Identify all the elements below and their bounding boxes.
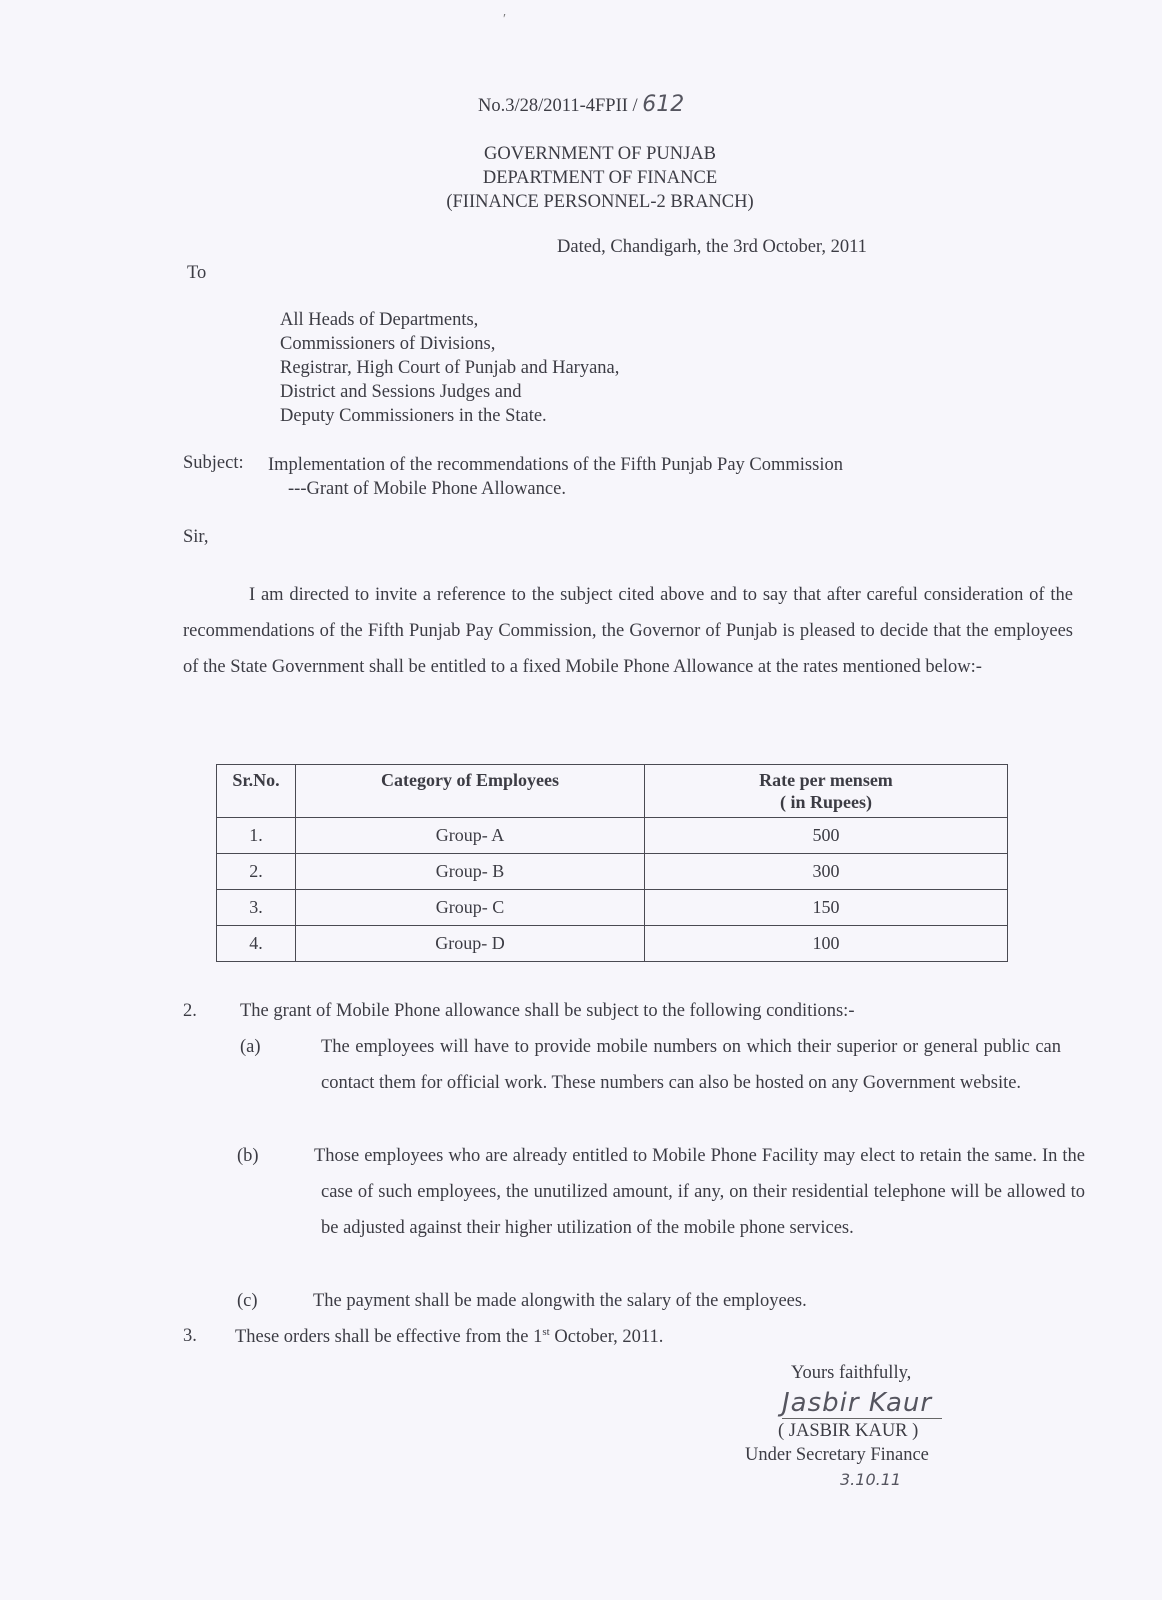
table-row: [217, 854, 1008, 890]
condition-text-b: Those employees who are already entitled to Mobile Phone Facility may elect to retain the same. In the case of such employees, the unutilized amount, if any, on their residential telephone will be allowed to be adjusted against their higher utilization of the mobile phone services.: [314, 1146, 1085, 1238]
header-rate-line1: Rate per mensem: [759, 770, 893, 790]
para3-superscript: st: [542, 1326, 550, 1338]
signature: Jasbir Kaur: [782, 1388, 942, 1419]
intro-paragraph: [183, 577, 1073, 685]
condition-text: The payment shall be made alongwith the salary of the employees.: [313, 1291, 807, 1311]
table-row: [217, 926, 1008, 962]
subject-text: [268, 453, 843, 501]
condition-label: (c): [237, 1291, 258, 1311]
addressee: All Heads of Departments,: [280, 310, 479, 330]
subject-line: ---Grant of Mobile Phone Allowance.: [288, 479, 566, 499]
condition-label: (b): [237, 1146, 259, 1166]
dated-line: Dated, Chandigarh, the 3rd October, 2011: [557, 237, 867, 257]
reference-number-handwritten: 612: [642, 92, 685, 117]
header-rate-line2: ( in Rupees): [779, 792, 872, 812]
subject-line: Implementation of the recommendations of the Fifth Punjab Pay Commission: [268, 455, 843, 475]
addressee: District and Sessions Judges and: [280, 382, 522, 402]
signatory-name: ( JASBIR KAUR ): [778, 1421, 919, 1441]
cell-rate: 150: [645, 890, 1008, 926]
addressee: Deputy Commissioners in the State.: [280, 406, 547, 426]
header-rate: [645, 765, 1008, 818]
table-header-row: [217, 765, 1008, 818]
cell-rate: 100: [645, 926, 1008, 962]
addressee: Registrar, High Court of Punjab and Haryana,: [280, 358, 620, 378]
addressee: Commissioners of Divisions,: [280, 334, 496, 354]
cell-category: Group- C: [296, 890, 645, 926]
reference-number-printed: No.3/28/2011-4FPII /: [478, 96, 643, 116]
salutation: Sir,: [183, 527, 209, 547]
para3-number: 3.: [183, 1326, 197, 1346]
pen-mark: ′: [503, 12, 507, 27]
to-label: To: [187, 263, 207, 283]
letterhead-branch: (FIINANCE PERSONNEL-2 BRANCH): [446, 192, 754, 212]
para3-text: [235, 1326, 663, 1348]
para3-text-after: October, 2011.: [549, 1327, 664, 1348]
para3-text-before: These orders shall be effective from the 1: [235, 1327, 543, 1348]
header-sr-no: Sr.No.: [217, 765, 296, 818]
table-row: [217, 890, 1008, 926]
condition-text: [314, 1138, 1085, 1246]
condition-label: (a): [240, 1037, 261, 1057]
cell-sr: 4.: [217, 926, 296, 962]
cell-category: Group- D: [296, 926, 645, 962]
letterhead: [380, 142, 820, 214]
cell-rate: 300: [645, 854, 1008, 890]
letterhead-department: DEPARTMENT OF FINANCE: [482, 168, 718, 188]
addressee-list: [280, 308, 619, 428]
condition-text: The employees will have to provide mobile numbers on which their superior or general public can contact them for official work. These numbers can also be hosted on any Government website.: [321, 1037, 1061, 1093]
reference-number: [478, 92, 684, 117]
cell-category: Group- B: [296, 854, 645, 890]
para2-text: The grant of Mobile Phone allowance shall be subject to the following conditions:-: [240, 1001, 855, 1021]
cell-sr: 2.: [217, 854, 296, 890]
handwritten-date: 3.10.11: [840, 1470, 902, 1489]
subject-label: Subject:: [183, 453, 244, 473]
allowance-rates-table: [216, 764, 1008, 962]
cell-category: Group- A: [296, 818, 645, 854]
letterhead-government: GOVERNMENT OF PUNJAB: [484, 144, 716, 164]
para2-number: 2.: [183, 1001, 197, 1021]
header-category: Category of Employees: [296, 765, 645, 818]
table-row: [217, 818, 1008, 854]
closing: Yours faithfully,: [791, 1363, 912, 1383]
cell-sr: 3.: [217, 890, 296, 926]
intro-paragraph-text: I am directed to invite a reference to the subject cited above and to say that after careful consideration of the recommendations of the Fifth Punjab Pay Commission, the Governor of Punjab is pleased to decide that the employees of the State Government shall be entitled to a fixed Mobile Phone Allowance at the rates mentioned below:-: [183, 585, 1073, 677]
cell-rate: 500: [645, 818, 1008, 854]
signatory-title: Under Secretary Finance: [745, 1445, 929, 1465]
cell-sr: 1.: [217, 818, 296, 854]
